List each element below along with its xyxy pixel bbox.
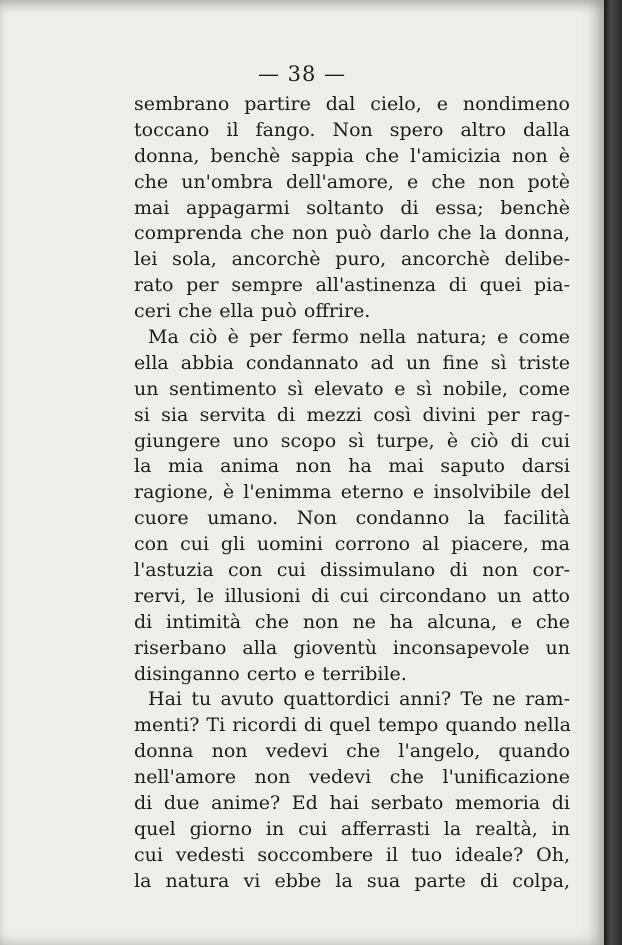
text-line: la mia anima non ha mai saputo darsi bbox=[134, 455, 570, 478]
text-line: cuore umano. Non condanno la facilità bbox=[134, 507, 570, 530]
text-line: di due anime? Ed hai serbato memoria di bbox=[134, 792, 570, 815]
body-text bbox=[134, 92, 570, 895]
text-line: donna non vedevi che l'angelo, quando bbox=[134, 740, 570, 763]
text-line: l'astuzia con cui dissimulano di non cor- bbox=[134, 559, 570, 582]
text-line: ella abbia condannato ad un fine sì triste bbox=[134, 351, 570, 374]
text-line: che un'ombra dell'amore, e che non potè bbox=[134, 170, 570, 193]
text-line: rervi, le illusioni di cui circondano un atto bbox=[134, 584, 570, 607]
text-line: cui vedesti soccombere il tuo ideale? Oh, bbox=[134, 843, 570, 866]
text-line: comprenda che non può darlo che la donna, bbox=[134, 222, 570, 245]
text-line: donna, benchè sappia che l'amicizia non è bbox=[134, 144, 570, 167]
text-line: sembrano partire dal cielo, e nondimeno bbox=[134, 93, 570, 115]
text-line: disinganno certo e terribile. bbox=[134, 662, 407, 685]
text-line: di intimità che non ne ha alcuna, e che bbox=[134, 610, 570, 633]
text-line: un sentimento sì elevato e sì nobile, come bbox=[134, 377, 570, 400]
paragraph-start-line: Hai tu avuto quattordici anni? Te ne ram- bbox=[148, 688, 570, 711]
paragraph-start-line: Ma ciò è per fermo nella natura; e come bbox=[148, 326, 570, 349]
text-line: rato per sempre all'astinenza di quei pia- bbox=[134, 274, 570, 297]
text-line: con cui gli uomini corrono al piacere, ma bbox=[134, 533, 570, 556]
text-line: mai appagarmi soltanto di essa; benchè bbox=[134, 196, 570, 219]
text-line: ceri che ella può offrire. bbox=[134, 300, 371, 323]
text-line: toccano il fango. Non spero altro dalla bbox=[134, 118, 570, 141]
text-line: quel giorno in cui afferrasti la realtà, in bbox=[134, 817, 570, 840]
text-line: si sia servita di mezzi così divini per rag- bbox=[134, 403, 570, 426]
page-edge-shadow bbox=[604, 0, 622, 945]
text-line: la natura vi ebbe la sua parte di colpa, bbox=[134, 869, 570, 892]
page-number: — 38 — bbox=[257, 62, 347, 86]
text-line: nell'amore non vedevi che l'unificazione bbox=[134, 766, 570, 789]
text-line: lei sola, ancorchè puro, ancorchè delibe- bbox=[134, 248, 570, 271]
text-line: ragione, è l'enimma eterno e insolvibile del bbox=[134, 481, 570, 504]
text-line: riserbano alla gioventù inconsapevole un bbox=[134, 636, 570, 659]
text-line: giungere uno scopo sì turpe, è ciò di cui bbox=[134, 429, 570, 452]
text-line: menti? Ti ricordi di quel tempo quando nella bbox=[134, 714, 571, 737]
